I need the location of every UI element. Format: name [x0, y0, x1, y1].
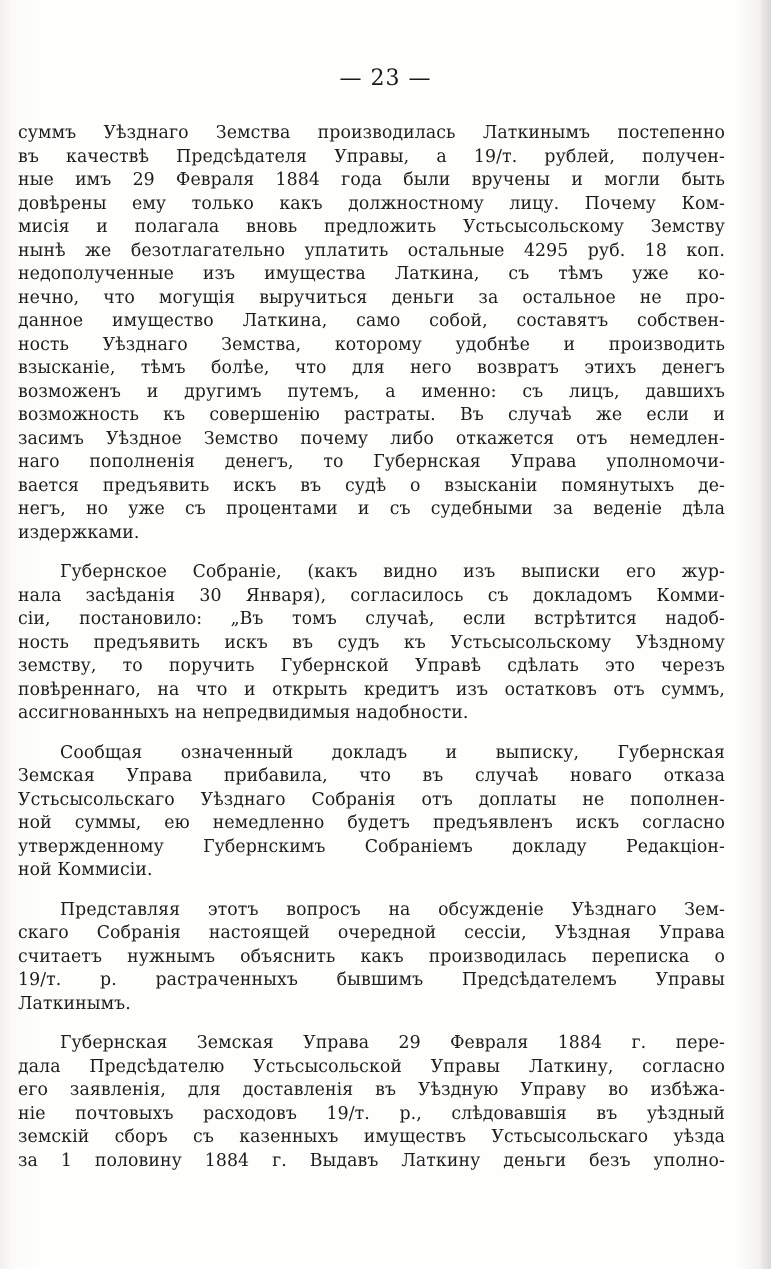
text-line: вается предъявить искъ въ судѣ о взысканіи помянутыхъ де- [18, 475, 725, 496]
text-line: земскій сборъ съ казенныхъ имуществъ Устьсысольскаго уѣзда [18, 1127, 725, 1147]
text-line: Сообщая означенный докладъ и выписку, Губернская [60, 742, 725, 763]
body-text [18, 122, 725, 1173]
text-line: взысканіе, тѣмъ болѣе, что для него возвратъ этихъ денегъ [18, 358, 725, 378]
paragraph-4 [18, 899, 725, 1017]
paragraph-3 [18, 742, 725, 883]
text-line: нала засѣданія 30 Января), согласилось съ докладомъ Комми- [18, 585, 725, 606]
paragraph-gap [18, 726, 725, 742]
text-line: Губернская Земская Управа 29 Февраля 1884 г. пере- [60, 1033, 725, 1053]
text-line: засимъ Уѣздное Земство почему либо откажется отъ немедлен- [18, 428, 725, 449]
text-line: скаго Собранія настоящей очередной сессіи, Уѣздная Управа [18, 923, 725, 943]
text-line: довѣрены ему только какъ должностному лицу. Почему Ком- [18, 193, 725, 214]
text-line: утвержденному Губернскимъ Собраніемъ докладу Редакціон- [18, 836, 725, 857]
text-line: ные имъ 29 Февраля 1884 года были вручены и могли быть [18, 170, 725, 190]
text-line: дала Предсѣдателю Устьсысольской Управы Латкину, согласно [18, 1056, 725, 1077]
text-line: ной суммы, ею немедленно будетъ предъявленъ искъ согласно [18, 813, 725, 833]
text-line: сіи, постановило: „Въ томъ случаѣ, если встрѣтится надоб- [18, 609, 725, 629]
text-line: издержками. [18, 522, 140, 543]
text-line: ной Коммисіи. [18, 860, 153, 880]
text-line: ассигнованныхъ на непредвидимыя надобности. [18, 703, 469, 723]
paragraph-gap [18, 883, 725, 899]
text-line: ность Уѣзднаго Земства, которому удобнѣе и производить [18, 334, 725, 355]
text-line: Латкинымъ. [18, 993, 131, 1014]
text-line: Земская Управа прибавила, что въ случаѣ новаго отказа [18, 766, 725, 786]
text-line: негъ, но уже съ процентами и съ судебными за веденіе дѣла [18, 499, 725, 519]
text-line: мисія и полагала вновь предложить Устьсысольскому Земству [18, 217, 725, 237]
text-line: его заявленія, для доставленія въ Уѣздную Управу во избѣжа- [18, 1080, 725, 1100]
text-line: въ качествѣ Предсѣдателя Управы, а 19/т. рублей, получен- [18, 146, 725, 167]
paragraph-2 [18, 561, 725, 726]
text-line: ніе почтовыхъ расходовъ 19/т. р., слѣдовавшія въ уѣздный [18, 1103, 725, 1124]
page-number: — 23 — [339, 66, 432, 91]
text-line: за 1 половину 1884 г. Выдавъ Латкину деньги безъ уполно- [18, 1150, 725, 1171]
page-edge-shadow [761, 0, 771, 1269]
text-line: недополученные изъ имущества Латкина, съ тѣмъ уже ко- [18, 264, 725, 284]
text-line: данное имущество Латкина, само собой, составятъ собствен- [18, 311, 725, 331]
text-line: Губернское Собраніе, (какъ видно изъ выписки его жур- [60, 562, 725, 582]
text-line: 19/т. р. растраченныхъ бывшимъ Предсѣдателемъ Управы [18, 970, 725, 990]
text-line: нечно, что могущія выручиться деньги за остальное не про- [18, 287, 725, 308]
text-line: суммъ Уѣзднаго Земства производилась Латкинымъ постепенно [18, 123, 725, 143]
paragraph-5 [18, 1032, 725, 1173]
paragraph-gap [18, 545, 725, 561]
paragraph-1 [18, 122, 725, 545]
text-line: повѣреннаго, на что и открыть кредитъ изъ остатковъ отъ суммъ, [18, 679, 725, 700]
text-line: Представляя этотъ вопросъ на обсужденіе Уѣзднаго Зем- [60, 899, 725, 920]
text-line: возможность къ совершенію растраты. Въ случаѣ же если и [18, 405, 725, 425]
text-line: нынѣ же безотлагательно уплатить остальные 4295 руб. 18 коп. [18, 240, 725, 261]
text-line: ность предъявить искъ въ судъ къ Устьсысольскому Уѣздному [18, 632, 725, 653]
text-line: наго пополненія денегъ, то Губернская Управа уполномочи- [18, 452, 725, 472]
text-line: Устьсысольскаго Уѣзднаго Собранія отъ доплаты не пополнен- [18, 789, 725, 810]
paragraph-gap [18, 1016, 725, 1032]
text-line: возможенъ и другимъ путемъ, а именно: съ лицъ, давшихъ [18, 381, 725, 402]
text-line: считаетъ нужнымъ объяснить какъ производилась переписка о [18, 946, 725, 967]
text-line: земству, то поручить Губернской Управѣ сдѣлать это черезъ [18, 656, 725, 676]
